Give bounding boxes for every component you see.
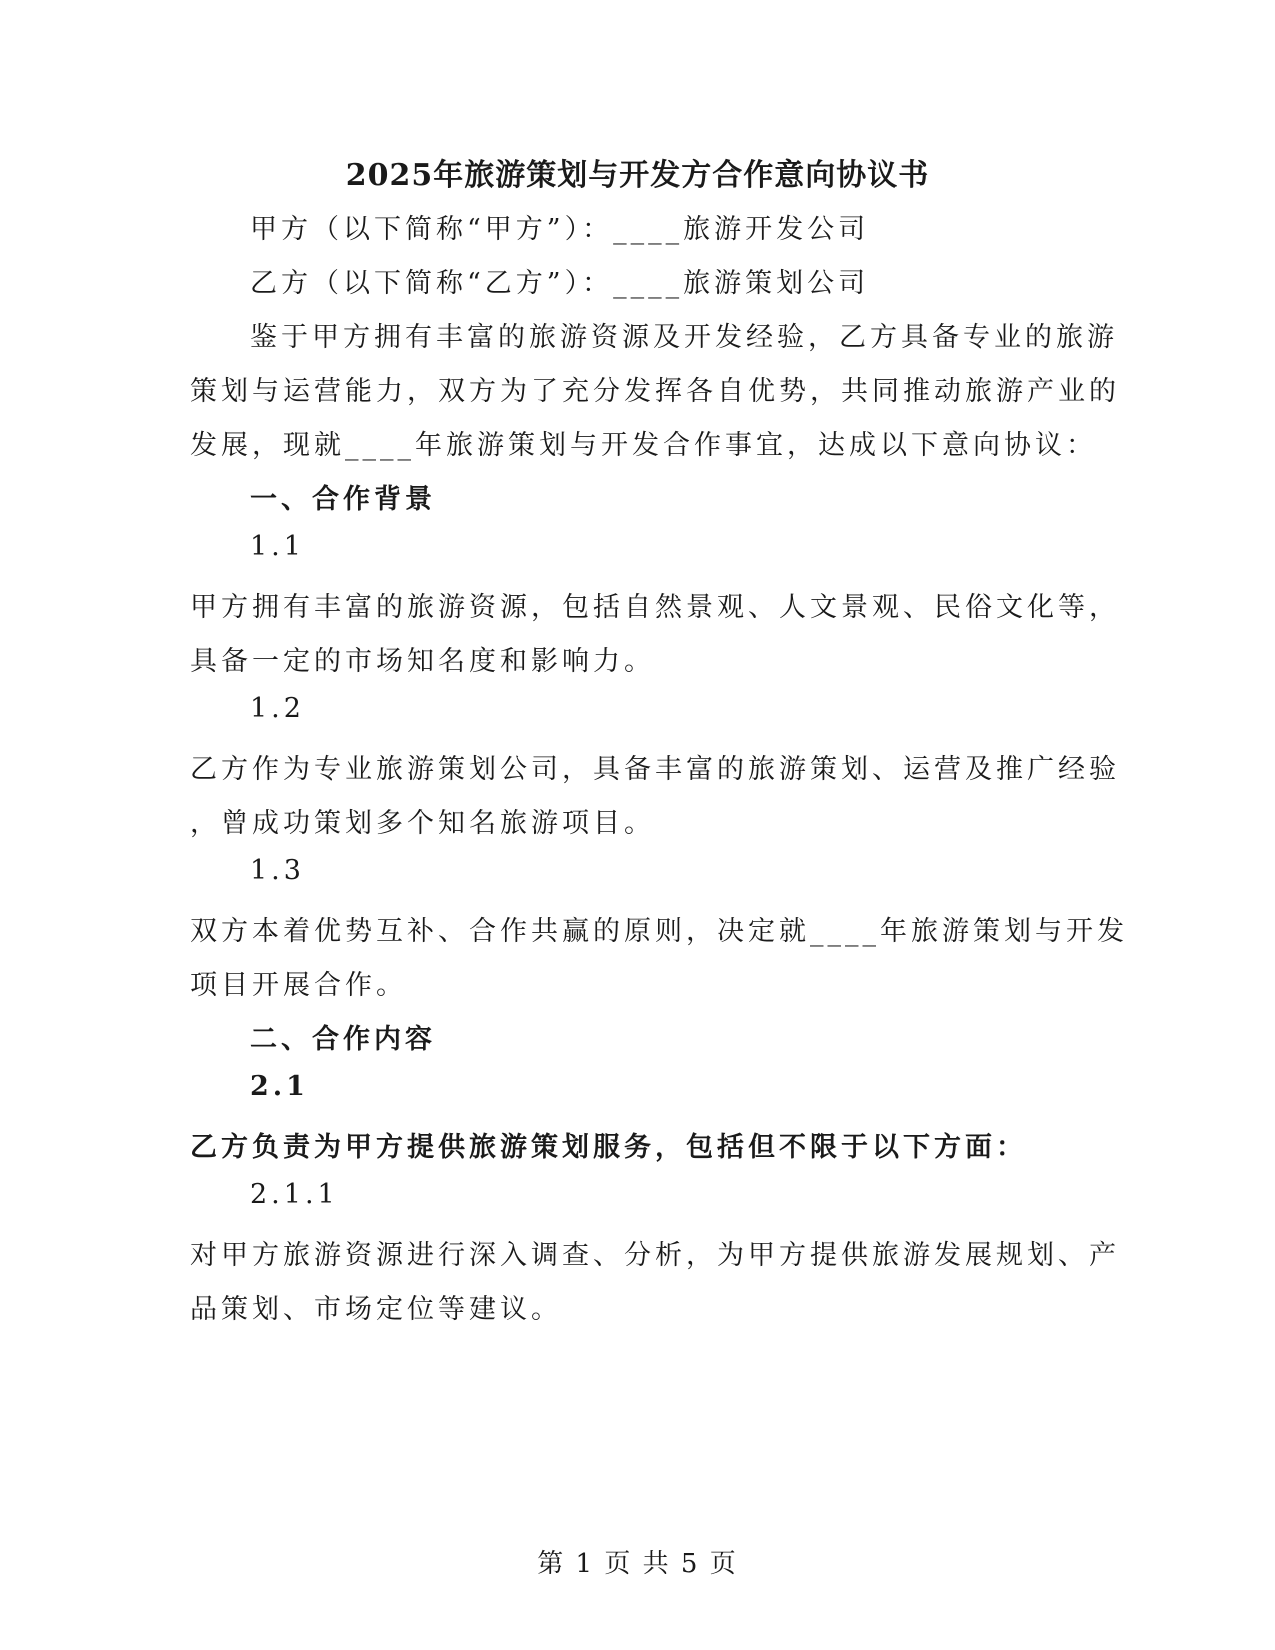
section-1-heading: 一、合作背景 (250, 484, 436, 515)
clause-1-2-line-2: ，曾成功策划多个知名旅游项目。 (190, 808, 655, 839)
clause-1-2-line-1: 乙方作为专业旅游策划公司，具备丰富的旅游策划、运营及推广经验 (190, 754, 1120, 785)
clause-1-3-line-2: 项目开展合作。 (190, 970, 407, 1001)
clause-2-1-1-number: 2.1.1 (250, 1179, 339, 1210)
clause-1-3-number: 1.3 (250, 855, 305, 886)
clause-1-1-line-1: 甲方拥有丰富的旅游资源，包括自然景观、人文景观、民俗文化等， (190, 592, 1120, 623)
section-2-heading: 二、合作内容 (250, 1024, 436, 1055)
clause-1-2-number: 1.2 (250, 693, 305, 724)
party-b-line: 乙方（以下简称“乙方”）：____旅游策划公司 (250, 268, 870, 299)
clause-1-3-line-1: 双方本着优势互补、合作共赢的原则，决定就____年旅游策划与开发 (190, 916, 1128, 947)
clause-2-1-number: 2.1 (250, 1071, 309, 1102)
preamble-line-3: 发展，现就____年旅游策划与开发合作事宜，达成以下意向协议： (190, 430, 1097, 461)
clause-1-1-number: 1.1 (250, 531, 305, 562)
document-title: 2025年旅游策划与开发方合作意向协议书 (345, 158, 930, 193)
clause-1-1-line-2: 具备一定的市场知名度和影响力。 (190, 646, 655, 677)
clause-2-1-1-line-2: 品策划、市场定位等建议。 (190, 1294, 562, 1325)
clause-2-1-line: 乙方负责为甲方提供旅游策划服务，包括但不限于以下方面： (190, 1132, 1027, 1163)
clause-2-1-1-line-1: 对甲方旅游资源进行深入调查、分析，为甲方提供旅游发展规划、产 (190, 1240, 1120, 1271)
party-a-line: 甲方（以下简称“甲方”）：____旅游开发公司 (250, 214, 870, 245)
page-footer: 第 1 页 共 5 页 (537, 1549, 738, 1579)
preamble-line-2: 策划与运营能力，双方为了充分发挥各自优势，共同推动旅游产业的 (190, 376, 1120, 407)
preamble-line-1: 鉴于甲方拥有丰富的旅游资源及开发经验，乙方具备专业的旅游 (250, 322, 1118, 353)
